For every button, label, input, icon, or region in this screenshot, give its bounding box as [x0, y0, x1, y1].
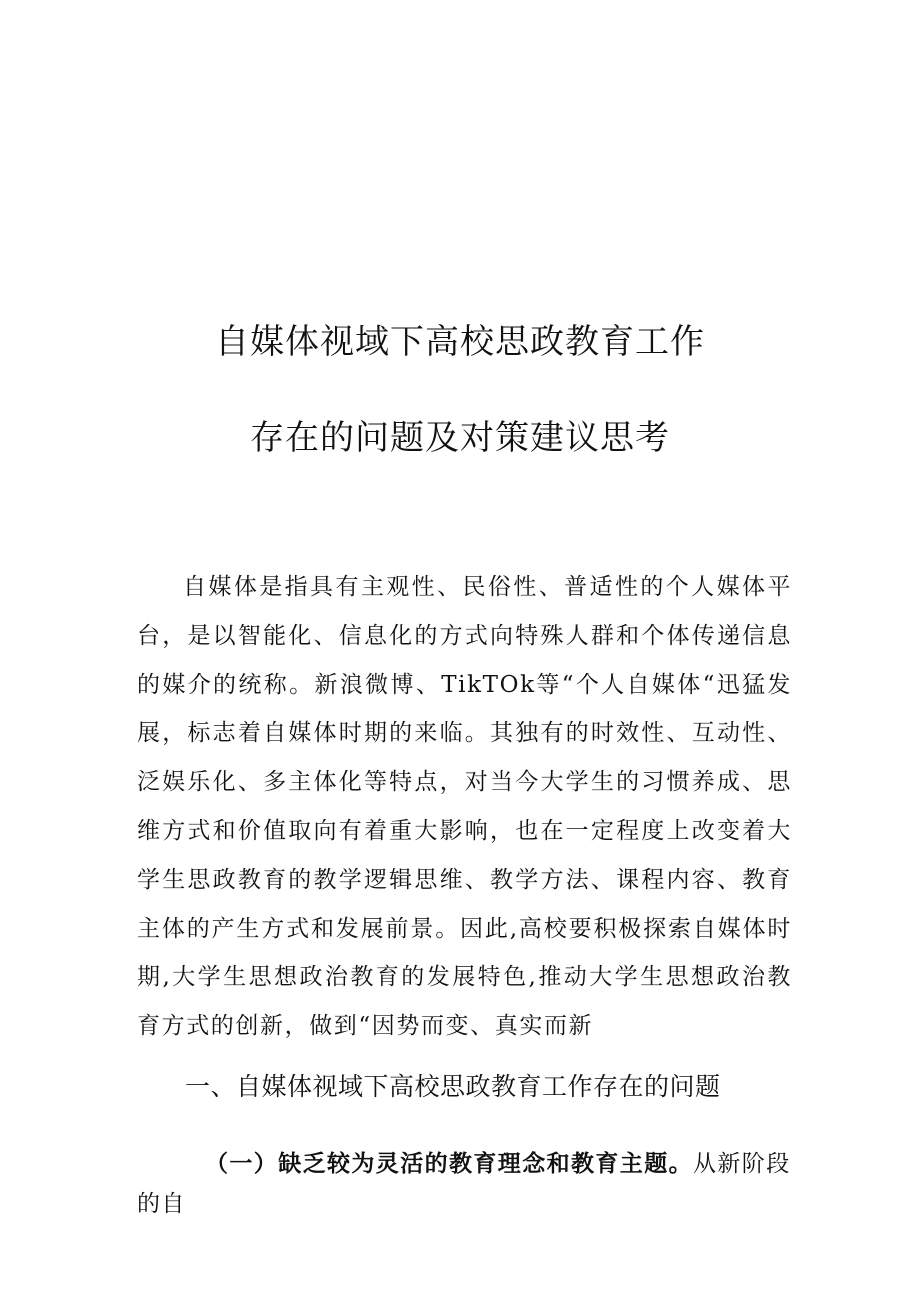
section-heading: 一、自媒体视域下高校思政教育工作存在的问题	[185, 1072, 721, 1101]
subsection-text: 从新阶段的自	[137, 1151, 791, 1217]
document-title-line-2: 存在的问题及对策建议思考	[250, 418, 670, 458]
subsection-heading: （一）缺乏较为灵活的教育理念和教育主题。	[205, 1151, 693, 1177]
subsection-paragraph	[137, 1144, 792, 1224]
intro-paragraph: 自媒体是指具有主观性、民俗性、普适性的个人媒体平台，是以智能化、信息化的方式向特殊人群和个体传递信息的媒介的统称。新浪微博、TikTOk等“个人自媒体“迅猛发展，标志着自媒体时期的来临。其独有的时效性、互动性、泛娱乐化、多主体化等特点，对当今大学生的习惯养成、思维方式和价值取向有着重大影响，也在一定程度上改变着大学生思政教育的教学逻辑思维、教学方法、课程内容、教育主体的产生方式和发展前景。因此,高校要积极探索自媒体时期,大学生思想政治教育的发展特色,推动大学生思想政治教育方式的创新，做到“因势而变、真实而新	[137, 574, 792, 1040]
document-title-line-1: 自媒体视域下高校思政教育工作	[215, 322, 705, 362]
